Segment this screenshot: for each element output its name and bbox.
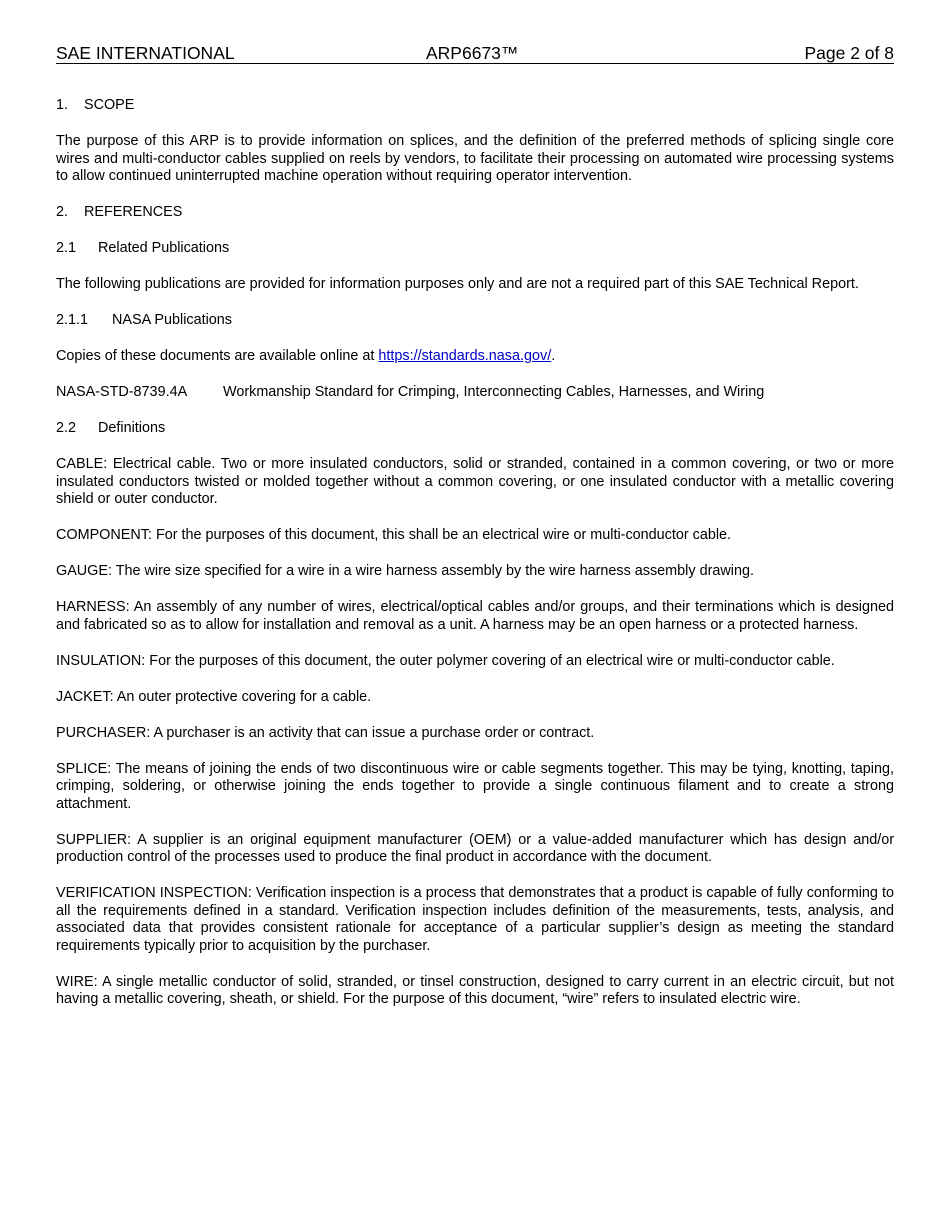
definition-purchaser: PURCHASER: A purchaser is an activity that can issue a purchase order or contract. — [56, 724, 595, 741]
definition-harness: HARNESS: An assembly of any number of wires, electrical/optical cables and/or groups, and their terminations which is designed and fabricated so as to allow for installation and removal as a unit. A harness may be an open harness or a protected harness. — [56, 599, 894, 633]
section-heading-scope — [56, 97, 894, 115]
definition-insulation: INSULATION: For the purposes of this document, the outer polymer covering of an electrical wire or multi-conductor cable. — [56, 652, 835, 669]
reference-entry — [56, 384, 894, 402]
section-heading-references — [56, 204, 894, 222]
definition-supplier: SUPPLIER: A supplier is an original equipment manufacturer (OEM) or a value-added manufacturer which has design and/or production control of the processes used to produce the final product in accordance with the document. — [56, 831, 894, 865]
scope-paragraph: The purpose of this ARP is to provide information on splices, and the definition of the preferred methods of splicing single core wires and multi-conductor cables supplied on reels by vendors, to facilitate their processing on automated wire processing systems to allow continued uninterrupted machine operation without requiring operator intervention. — [56, 133, 894, 184]
page-header — [56, 43, 894, 64]
definition-jacket: JACKET: An outer protective covering for a cable. — [56, 688, 372, 705]
subsection-title: Related Publications — [98, 240, 230, 256]
subsection-number: 2.1 — [56, 240, 77, 256]
header-org: SAE INTERNATIONAL — [56, 43, 235, 63]
definition-cable: CABLE: Electrical cable. Two or more insulated conductors, solid or stranded, contained in a common covering, or two or more insulated conductors twisted or molded together without a common covering, or one insulated conductor with a metallic covering shield or outer conductor. — [56, 456, 894, 507]
section-number: 1. — [56, 97, 69, 113]
definition-verification-inspection: VERIFICATION INSPECTION: Verification inspection is a process that demonstrates that a product is capable of fully conforming to all the requirements defined in a standard. Verification inspection includes definition of the measurements, tests, analysis, and associated data that provides consistent rationale for acceptance of a particular supplier’s design as meeting the standard requirements typically prior to acquisition by the purchaser. — [56, 885, 894, 954]
section-title: REFERENCES — [84, 204, 183, 220]
nasa-availability-paragraph — [56, 348, 894, 366]
definition-gauge: GAUGE: The wire size specified for a wire in a wire harness assembly by the wire harness assembly drawing. — [56, 563, 754, 579]
definition-splice: SPLICE: The means of joining the ends of two discontinuous wire or cable segments together. This may be tying, knotting, taping, crimping, soldering, or otherwise joining the ends together to provide a single continuous filament and to create a strong attachment. — [56, 760, 894, 812]
reference-title: Workmanship Standard for Crimping, Interconnecting Cables, Harnesses, and Wiring — [223, 384, 765, 400]
subsection-number: 2.2 — [56, 420, 77, 436]
subsection-heading-related-publications — [56, 240, 894, 258]
nasa-text-prefix: Copies of these documents are available online at — [56, 348, 379, 364]
subsection-heading-nasa-publications — [56, 312, 894, 330]
definition-component: COMPONENT: For the purposes of this document, this shall be an electrical wire or multi-conductor cable. — [56, 527, 732, 543]
nasa-standards-link[interactable]: https://standards.nasa.gov/ — [378, 348, 552, 364]
related-publications-paragraph: The following publications are provided for information purposes only and are not a required part of this SAE Technical Report. — [56, 276, 859, 292]
section-number: 2. — [56, 204, 69, 220]
subsection-title: NASA Publications — [112, 312, 232, 328]
nasa-text-suffix: . — [551, 348, 556, 364]
subsection-title: Definitions — [98, 420, 166, 436]
subsection-heading-definitions — [56, 420, 894, 438]
section-title: SCOPE — [84, 97, 135, 113]
document-body — [56, 97, 894, 1027]
reference-id: NASA-STD-8739.4A — [56, 384, 188, 400]
subsection-number: 2.1.1 — [56, 312, 89, 328]
header-doc-id: ARP6673™ — [426, 43, 519, 63]
definition-wire: WIRE: A single metallic conductor of solid, stranded, or tinsel construction, designed to carry current in an electric circuit, but not having a metallic covering, sheath, or shield. For the purpose of this document, “wire” refers to insulated electric wire. — [56, 973, 894, 1007]
header-page-number: Page 2 of 8 — [804, 43, 894, 63]
